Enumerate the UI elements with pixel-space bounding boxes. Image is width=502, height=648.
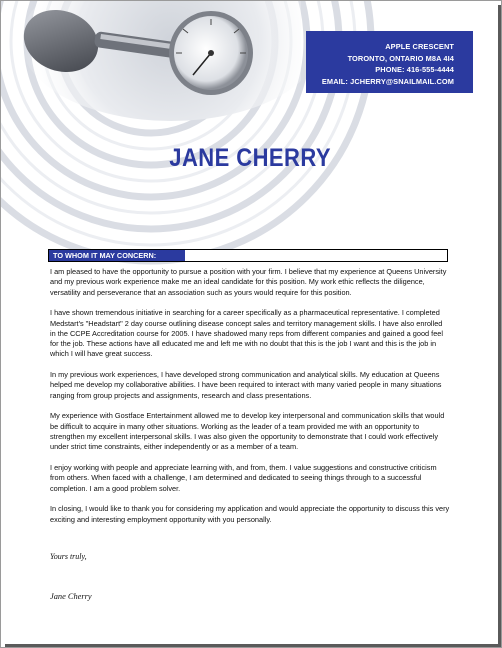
paragraph: In closing, I would like to thank you for considering my application and would appreciate the opportunity to discuss this very exciting and interesting employment opportunity with you personally. [50,504,450,524]
applicant-name: JANE CHERRY [169,144,331,172]
letter-body [50,267,450,535]
paragraph: I am pleased to have the opportunity to pursue a position with your firm. I believe that my experience at Queens University and my previous work experience make me an ideal candidate for this position. My work ethic reflects the diligence, versatility and perseverance that an association such as yours would require for this position. [50,267,447,297]
signature: Jane Cherry [50,592,92,601]
closing: Yours truly, [50,552,87,561]
page-shadow [5,644,502,647]
contact-header [306,31,473,93]
page-shadow [498,5,501,648]
contact-city: TORONTO, ONTARIO M8A 4I4 [347,53,454,63]
paragraph: I have shown tremendous initiative in searching for a career specifically as a pharmaceutical representative. I completed Medstart's "Headstart" 2 day course outlining disease concept sales and territory management skills. I have also enrolled in the CCPE Accreditation course for 2005. I have shadowed many reps from different companies and gained a good feel for the job. These actions have all educated me and left me with no doubt that this is the job I want and this is the job in which I will have great success. [50,308,443,359]
contact-email: EMAIL: JCHERRY@SNAILMAIL.COM [321,76,454,86]
paragraph: In my previous work experiences, I have developed strong communication and analytical skills. My education at Queens helped me develop my collaborative abilities. I have been required to interact with many varied people in many situations ranging from group projects and assignments, research and class presentations. [50,370,442,400]
salutation-bar [48,249,448,262]
paragraph: I enjoy working with people and appreciate learning with, and from, them. I value suggestions and constructive criticism from others. When faced with a challenge, I am determined and dedicated to seeing things through to a successful completion. I am a good problem solver. [50,463,437,493]
blood-pressure-gauge-icon [1,1,301,121]
salutation: TO WHOM IT MAY CONCERN: [49,250,185,261]
contact-phone: PHONE: 416-555-4444 [375,65,454,74]
contact-street: APPLE CRESCENT [385,42,454,51]
paragraph: My experience with Gostface Entertainment allowed me to develop key interpersonal and communication skills that would be difficult to acquire in many other situations. Working as the leader of a team provided me with an opportunity to strengthen my excellent interpersonal skills. I was also given the opportunity to demonstrate that I could work effectively under strict time constraints, either independently or as a member of a team. [50,411,445,452]
